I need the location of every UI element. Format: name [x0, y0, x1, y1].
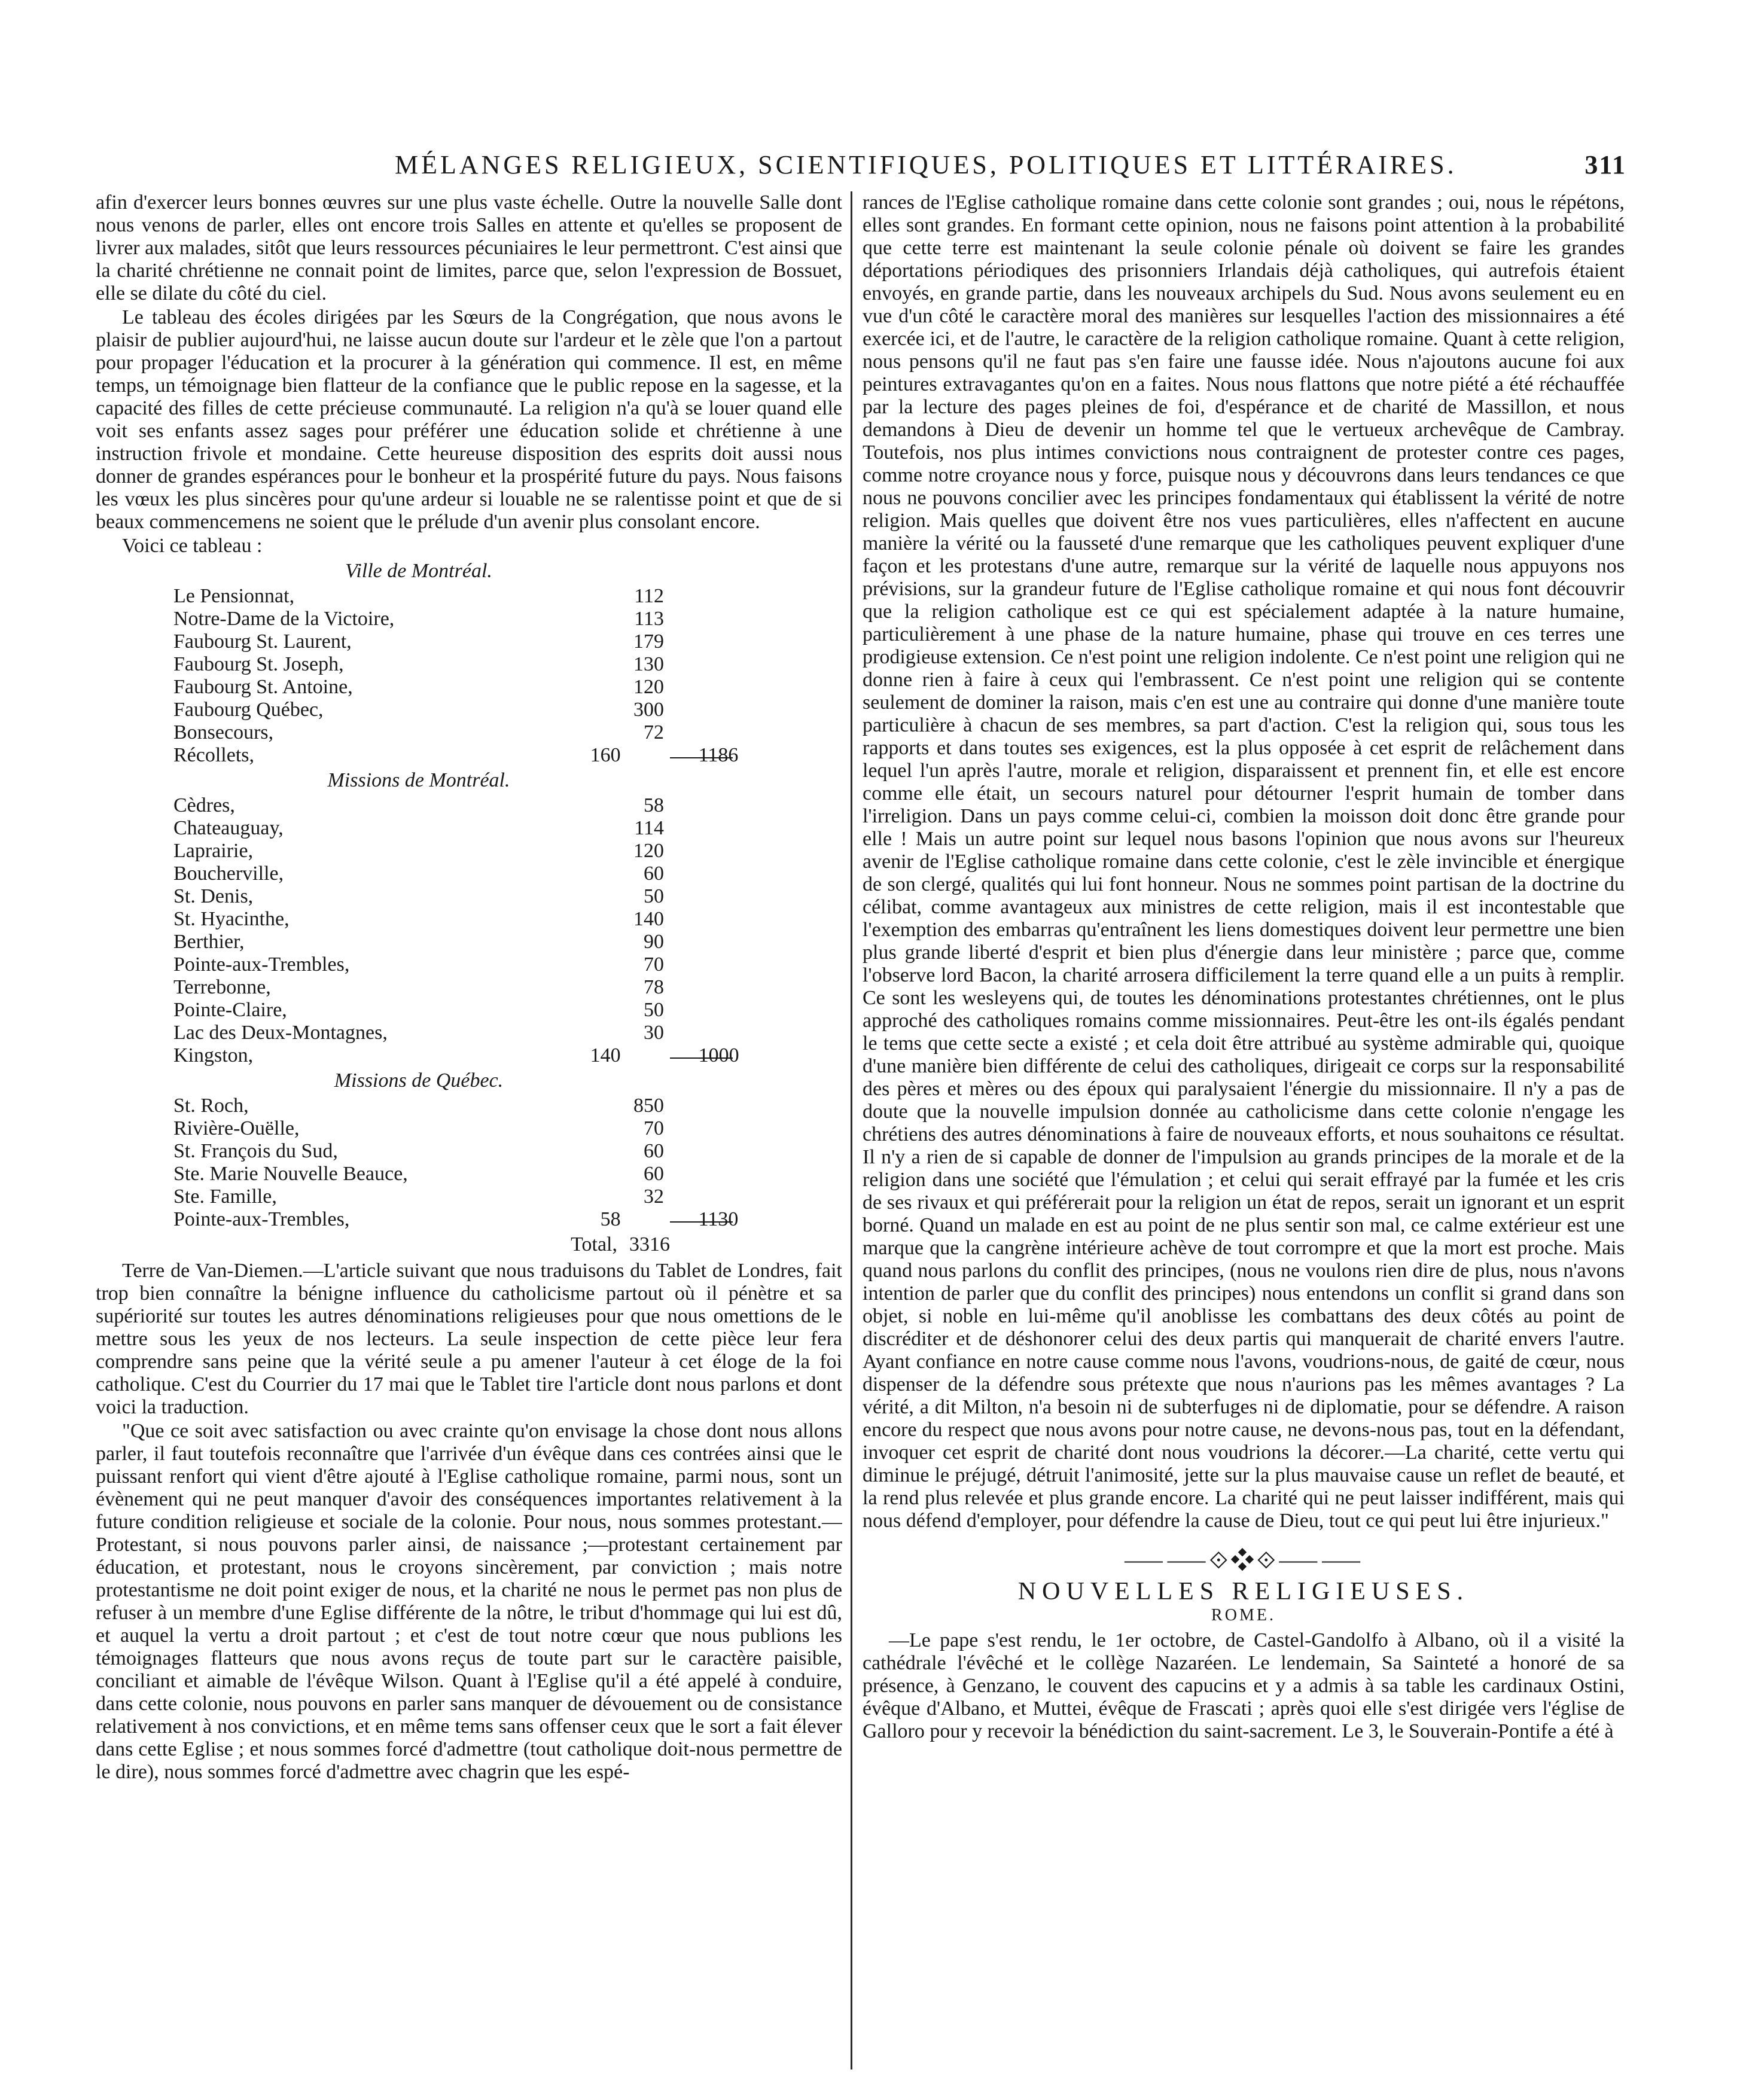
section-ornament: ⸺⸺⟐❖⟐⸺⸺: [1123, 1547, 1364, 1574]
table-row: [173, 699, 807, 721]
schools-table: [173, 560, 807, 1256]
pupil-count: 30: [644, 1022, 664, 1044]
table-group-heading: Missions de Montréal.: [327, 769, 510, 791]
pupil-count: 60: [644, 1163, 664, 1185]
subtotal-dash: [670, 1057, 733, 1059]
table-row: [173, 1140, 807, 1163]
subtotal-spacer: [664, 1095, 791, 1117]
subtotal-spacer: [664, 1163, 791, 1185]
school-name: Notre-Dame de la Victoire,: [173, 608, 395, 630]
paragraph-van-diemen: Terre de Van-Diemen.—L'article suivant que nous traduisons du Tablet de Londres, fait trop bien connaître la bénigne influence du catholicisme partout où il pénètre et sa supériorité sur toutes les autres dénominations religieuses pour que nous omettions de le mettre sous les yeux de nos lecteurs. La seule inspection de cette pièce leur fera comprendre sans peine que la vérité seule a pu amener l'auteur à cet éloge de la foi catholique. C'est du Courrier du 17 mai que le Tablet tire l'article dont nous parlons et dont voici la traduction.: [96, 1260, 842, 1418]
pupil-count: 60: [644, 1140, 664, 1162]
school-name: Le Pensionnat,: [173, 585, 295, 607]
table-row: [173, 744, 807, 767]
pupil-count: 120: [633, 840, 664, 862]
total-value: 3316: [629, 1233, 670, 1255]
pupil-count: 850: [633, 1095, 664, 1117]
paragraph-charity: afin d'exercer leurs bonnes œuvres sur une plus vaste échelle. Outre la nouvelle Salle dont nous venons de parler, elles ont encore trois Salles en attente et qu'elles se proposent de livrer aux malades, sitôt que leurs ressources pécuniaires le leur permettront. C'est ainsi que la charité chrétienne ne connait point de limites, parce que, selon l'expression de Bossuet, elle se dilate du côté du ciel.: [96, 191, 842, 304]
school-name: Terrebonne,: [173, 976, 271, 998]
paragraph-quotation: "Que ce soit avec satisfaction ou avec crainte qu'on envisage la chose dont nous allons parler, il faut toutefois reconnaître que l'arrivée d'un évêque dans ces contrées ainsi que le puissant renfort qui vient d'être ajouté à l'Eglise catholique romaine, parmi nous, sont un évènement qui ne peut manquer d'avoir des conséquences importantes relativement à la future condition religieuse et sociale de la colonie. Pour nous, nous sommes protestant.—Protestant, si nous pouvons parler ainsi, de naissance ;—protestant certainement par éducation, et protestant, nous le croyons sincèrement, par conviction ; mais notre protestantisme ne doit point exiger de nous, et la charité ne nous le permet pas non plus de refuser à un membre d'une Eglise différente de la nôtre, le tribut d'hommage qui lui est dû, et auquel la vertu a droit partout ; et c'est de tout notre cœur que nous publions les témoignages flatteurs que nous avons reçus de toute part sur le caractère paisible, conciliant et aimable de l'évêque Wilson. Quant à l'Eglise qu'il a été appelé à conduire, dans cette colonie, nous pouvons en parler sans manquer de dévouement ou de consistance relativement à nos convictions, et en même tems sans offenser ceux que le sort a fait élever dans cette Eglise ; et nous sommes forcé d'admettre (tout catholique doit-nous permettre de le dire), nous sommes forcé d'admettre avec chagrin que les espé-: [96, 1420, 842, 1783]
subtotal-spacer: [664, 608, 791, 630]
school-name: Faubourg St. Joseph,: [173, 653, 344, 675]
school-name: Laprairie,: [173, 840, 254, 862]
subtotal-dash: [670, 757, 733, 758]
page-number: 311: [1584, 150, 1626, 179]
subtotal-spacer: [664, 630, 791, 653]
table-row: [173, 585, 807, 608]
subtotal-spacer: [664, 794, 791, 817]
table-row: [173, 653, 807, 676]
school-name: Cèdres,: [173, 794, 235, 816]
section-subtitle: ROME.: [1211, 1606, 1276, 1624]
table-total: [173, 1233, 807, 1256]
running-header: [96, 138, 1626, 185]
subtotal-spacer: [664, 953, 791, 976]
subtotal-spacer: [664, 585, 791, 608]
pupil-count: 72: [644, 721, 664, 743]
school-name: Pointe-aux-Trembles,: [173, 953, 350, 976]
school-name: Faubourg St. Antoine,: [173, 676, 353, 698]
table-row: [173, 931, 807, 953]
pupil-count: 90: [644, 931, 664, 953]
group-subtotal: 1000: [698, 1044, 739, 1066]
school-name: Ste. Marie Nouvelle Beauce,: [173, 1163, 408, 1185]
pupil-count: 130: [633, 653, 664, 675]
subtotal-spacer: [664, 1140, 791, 1163]
table-row: [173, 630, 807, 653]
subtotal-spacer: [664, 885, 791, 908]
table-row: [173, 1185, 807, 1208]
subtotal-spacer: [664, 721, 791, 744]
table-row: [173, 840, 807, 862]
subtotal-spacer: [664, 817, 791, 840]
pupil-count: 112: [634, 585, 664, 607]
school-name: Faubourg Québec,: [173, 699, 324, 721]
school-name: Chateauguay,: [173, 817, 284, 839]
table-row: [173, 676, 807, 699]
page-header-title: MÉLANGES RELIGIEUX, SCIENTIFIQUES, POLITIQUES ET LITTÉRAIRES.: [395, 150, 1457, 179]
left-column: [96, 191, 842, 2081]
pupil-count: 70: [644, 953, 664, 976]
column-rule: [851, 191, 852, 2069]
school-name: Faubourg St. Laurent,: [173, 630, 352, 653]
subtotal-spacer: [664, 699, 791, 721]
school-name: Boucherville,: [173, 862, 284, 885]
subtotal-spacer: [664, 908, 791, 931]
paragraph-schools: Le tableau des écoles dirigées par les Sœurs de la Congrégation, que nous avons le plaisir de publier aujourd'hui, ne laisse aucun doute sur l'ardeur et le zèle que l'on a partout pour propager l'éducation et la procurer à la génération qui commence. Il est, en même temps, un témoignage bien flatteur de la confiance que le public repose en la sagesse, et la capacité des filles de cette précieuse communauté. La religion n'a qu'à se louer quand elle voit ses enfants assez sages pour préférer une éducation solide et chrétienne à une instruction frivole et mondaine. Cette heureuse disposition des esprits doit aussi nous donner de grandes espérances pour le bonheur et la prospérité future du pays. Nous faisons les vœux les plus sincères pour qu'une ardeur si louable ne se ralentisse point et que de si beaux commencemens ne soient que le prélude d'un avenir plus consolant encore.: [96, 306, 842, 533]
table-row: [173, 1117, 807, 1140]
table-row: [173, 721, 807, 744]
subtotal-spacer: [664, 840, 791, 862]
pupil-count: 179: [633, 630, 664, 653]
subtotal-spacer: [664, 862, 791, 885]
subtotal-spacer: [664, 676, 791, 699]
group-subtotal: 1186: [698, 744, 739, 766]
table-row: [173, 1163, 807, 1185]
school-name: Lac des Deux-Montagnes,: [173, 1022, 388, 1044]
table-row: [173, 794, 807, 817]
pupil-count: 160: [590, 744, 621, 766]
right-column: [863, 191, 1625, 2081]
table-row: [173, 1095, 807, 1117]
pupil-count: 120: [633, 676, 664, 698]
school-name: Pointe-Claire,: [173, 999, 287, 1021]
subtotal-spacer: [664, 653, 791, 676]
paragraph-rome: —Le pape s'est rendu, le 1er octobre, de Castel-Gandolfo à Albano, où il a visité la cathédrale l'évêché et le collège Nazaréen. Le lendemain, Sa Sainteté a honoré de sa présence, à Genzano, le couvent des capucins et y a admis à sa table les cardinaux Ostini, évêque d'Albano, et Muttei, évêque de Frascati ; après quoi elle s'est dirigée vers l'église de Galloro pour y recevoir la bénédiction du saint-sacrement. Le 3, le Souverain-Pontife a été à: [863, 1629, 1625, 1742]
table-row: [173, 1208, 807, 1231]
school-name: Récollets,: [173, 744, 255, 766]
subtotal-spacer: [664, 1117, 791, 1140]
pupil-count: 50: [644, 885, 664, 907]
table-row: [173, 1044, 807, 1067]
table-row: [173, 608, 807, 630]
table-row: [173, 1022, 807, 1044]
school-name: Kingston,: [173, 1044, 254, 1066]
table-row: [173, 862, 807, 885]
pupil-count: 113: [634, 608, 664, 630]
total-label: Total,: [571, 1233, 617, 1255]
school-name: Bonsecours,: [173, 721, 274, 743]
table-row: [173, 908, 807, 931]
section-title: NOUVELLES RELIGIEUSES.: [1017, 1578, 1470, 1605]
subtotal-spacer: [664, 931, 791, 953]
table-row: [173, 885, 807, 908]
school-name: Pointe-aux-Trembles,: [173, 1208, 350, 1230]
subtotal-dash: [670, 1221, 733, 1223]
table-row: [173, 953, 807, 976]
paragraph-quotation-continued: rances de l'Eglise catholique romaine dans cette colonie sont grandes ; oui, nous le répétons, elles sont grandes. En formant cette opinion, nous ne faisons point attention à la probabilité que cette terre est maintenant la seule colonie pénale où doivent se faire les grandes déportations périodiques des prisonniers Irlandais déjà catholiques, qui autrefois étaient envoyés, en grande partie, dans les nouveaux archipels du Sud. Nous avons seulement eu en vue d'un côté le caractère moral des manières sur lesquelles l'action des missionnaires a été exercée ici, et de l'autre, le caractère de la religion catholique romaine. Quant à cette religion, nous pensons qu'il ne faut pas s'en faire une fausse idée. Nous n'ajoutons aucune foi aux peintures extravagantes qu'on en a faites. Nous nous flattons que notre piété a été réchauffée par la lecture des pages pleines de foi, d'espérance et de charité de Massillon, et nous demandons à Dieu de devenir un homme tel que le vertueux archevêque de Cambray. Toutefois, nos plus intimes convictions nous contraignent de protester contre ces pages, comme notre croyance nous y force, puisque nous y découvrons dans leurs tendances ce que nous ne pouvons concilier avec les principes fondamentaux qui établissent la vérité de notre religion. Mais quelles que doivent être nos vues particulières, elles n'affectent en aucune manière la vérité ou la fausseté d'une remarque que les catholiques peuvent expliquer d'une façon et les protestans d'une autre, remarque sur la vérité de laquelle nous appuyons nos prévisions, sur la grandeur future de l'Eglise catholique romaine et qui nous font découvrir que la religion catholique est ce qui est spécialement adaptée à la nature humaine, particulièrement à une phase de la nature humaine, phase qui trouve en ces terres une prodigieuse extension. Ce n'est point une religion indolente. Ce n'est point une religion qui ne donne rien à faire à ceux qui l'embrassent. Ce n'est point une religion qui se contente seulement de dominer la raison, mais c'en est une au contraire qui donne d'une manière toute particulière à chacun de ses membres, sa part d'action. C'est la religion qui, sous tous les rapports et dans toutes ses exigences, est la plus opposée à cet esprit de relâchement dans lequel l'un après l'autre, morale et religion, disparaissent et prennent fin, et elle est encore comme elle était, un secours naturel pour détourner l'esprit humain de tomber dans l'irreligion. Dans un pays comme celui-ci, combien la moisson doit donc être grande pour elle ! Mais un autre point sur lequel nous basons l'opinion que nous avons sur l'heureux avenir de l'Eglise catholique romaine dans cette colonie, c'est le zèle invincible et énergique de son clergé, qualités qui lui font honneur. Nous ne sommes point partisan de la doctrine du célibat, comme avantageux aux ministres de cette religion, mais il est incontestable que l'exemption des embarras qu'entraînent les liens domestiques doivent leur permettre une bien plus grande liberté d'esprit et bien plus d'énergie dans leur ministère ; parce que, comme l'observe lord Bacon, la charité arrosera difficilement la terre quand elle a un puits à remplir. Ce sont les wesleyens qui, de toutes les dénominations protestantes chrétiennes, ont le plus approché des catholiques romains comme missionnaires. Peut-être les ont-ils égalés pendant le tems que cette secte a existé ; et cela doit être attribué au système admirable qui, quoique d'une manière bien différente de celui des catholiques, dirigeait ce corps sur la responsabilité des pères et mères ou des époux qui paralysaient l'énergie du missionnaire. Il n'y a pas de doute que la nouvelle impulsion donnée au catholicisme dans cette colonie n'engage les chrétiens des autres dénominations à faire de nouveaux efforts, et nous souhaitons ce résultat. Il n'y a rien de si capable de donner de l'impulsion au grands principes de la morale et de la religion dans une société que l'émulation ; et celui qui serait effrayé par la fumée et les cris de ses rivaux et qui préférerait pour la religion un état de repos, serait un ignorant et un esprit borné. Quand un malade en est au point de ne plus sentir son mal, ce calme extérieur est une marque que la cangrène intérieure achève de tout corrompre et que la mort est proche. Mais quand nous parlons du conflit des principes, (nous ne voulons rien dire de plus, nous n'avons intention de parler que du conflit des principes) nous entendons un conflit si grand dans son objet, si noble en lui-même qu'il anoblisse les combattans des deux côtés au point de discréditer et de déshonorer celui des deux partis qui manquerait de charité envers l'autre. Ayant confiance en notre cause comme nous l'avons, voudrions-nous, de gaité de cœur, nous dispenser de la défendre sous prétexte que nous n'aurions pas les mêmes avantages ? La vérité, a dit Milton, n'a besoin ni de subterfuges ni de diplomatie, pour se défendre. A raison encore du respect que nous avons pour notre cause, ne devons-nous pas, tout en la défendant, invoquer cet esprit de charité dont nous voudrions la décorer.—La charité, cette vertu qui diminue le préjugé, détruit l'animosité, jette sur la plus mauvaise cause un reflet de beauté, et la rend plus relevée et plus grande encore. La charité qui ne peut laisser indifférent, mais qui nous défend d'employer, pour défendre la cause de Dieu, tout ce qui peut lui être injurieux.": [863, 191, 1625, 1532]
school-name: Rivière-Ouëlle,: [173, 1117, 300, 1139]
pupil-count: 78: [644, 976, 664, 998]
school-name: Ste. Famille,: [173, 1185, 277, 1208]
pupil-count: 60: [644, 862, 664, 885]
pupil-count: 58: [600, 1208, 621, 1230]
subtotal-spacer: [664, 1185, 791, 1208]
school-name: St. Hyacinthe,: [173, 908, 290, 930]
table-row: [173, 976, 807, 999]
school-name: St. Denis,: [173, 885, 254, 907]
school-name: St. Roch,: [173, 1095, 249, 1117]
pupil-count: 140: [633, 908, 664, 930]
school-name: Berthier,: [173, 931, 245, 953]
pupil-count: 70: [644, 1117, 664, 1139]
subtotal-spacer: [664, 976, 791, 999]
table-intro: Voici ce tableau :: [122, 535, 263, 557]
pupil-count: 140: [590, 1044, 621, 1066]
table-row: [173, 999, 807, 1022]
table-group-heading: Ville de Montréal.: [345, 560, 492, 582]
pupil-count: 50: [644, 999, 664, 1021]
pupil-count: 114: [634, 817, 664, 839]
pupil-count: 58: [644, 794, 664, 816]
group-subtotal: 1130: [698, 1208, 739, 1230]
school-name: St. François du Sud,: [173, 1140, 338, 1162]
pupil-count: 32: [644, 1185, 664, 1208]
table-group-heading: Missions de Québec.: [334, 1069, 504, 1092]
subtotal-spacer: [664, 1022, 791, 1044]
pupil-count: 300: [633, 699, 664, 721]
subtotal-spacer: [664, 999, 791, 1022]
table-row: [173, 817, 807, 840]
